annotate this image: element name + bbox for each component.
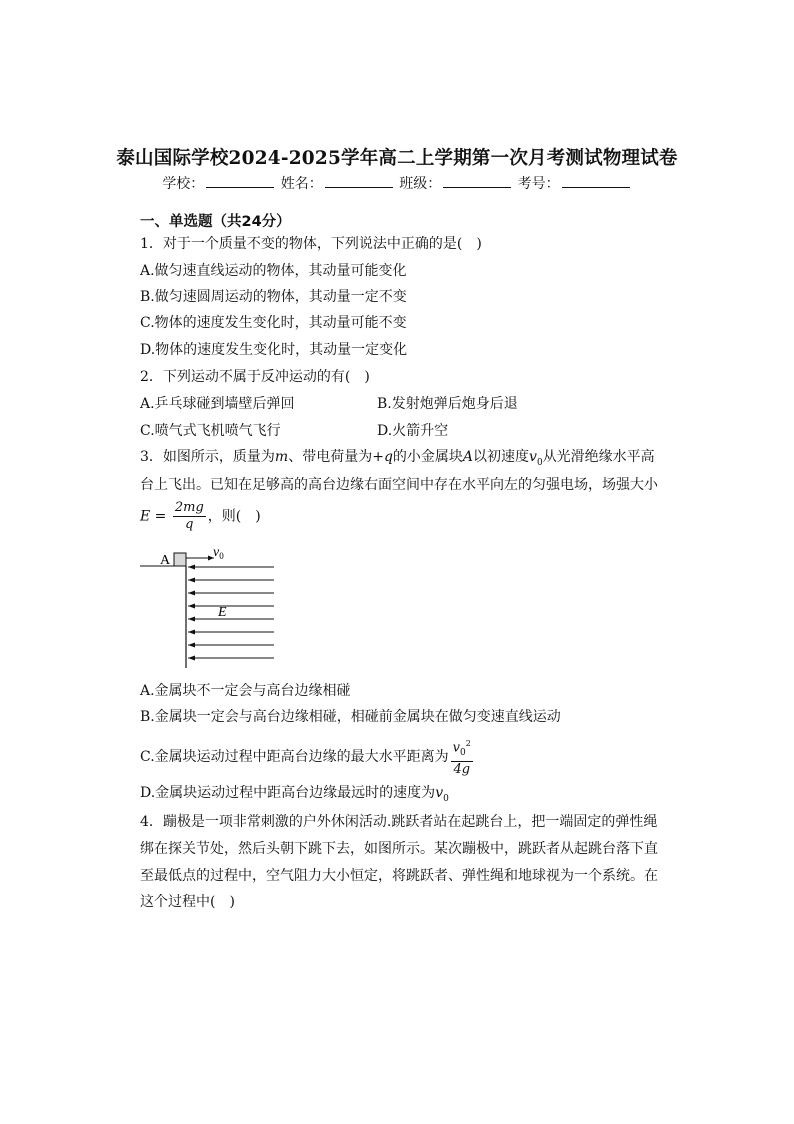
q1-option-c: C.物体的速度发生变化时，其动量可能不变 [140, 315, 407, 331]
q1-option-a: A.做匀速直线运动的物体，其动量可能变化 [140, 263, 407, 279]
q2-option-a: A.乒乓球碰到墙壁后弹回 [140, 396, 295, 412]
q1-stem: 1．对于一个质量不变的物体，下列说法中正确的是( ) [140, 236, 482, 252]
q2-option-d: D.火箭升空 [377, 423, 449, 439]
field-arrowhead [188, 656, 195, 661]
q4-stem-line2: 绑在探关节处，然后头朝下跳下去，如图所示。某次蹦极中，跳跃者从起跳台落下直 [140, 841, 658, 857]
electric-field-figure [140, 546, 280, 670]
field-arrowhead [188, 630, 195, 635]
q4-stem-line3: 至最低点的过程中，空气阻力大小恒定，将跳跃者、弹性绳和地球视为一个系统。在 [140, 868, 658, 884]
class-label: 班级： [399, 176, 442, 192]
label-a: A [160, 553, 171, 568]
q3-option-b: B.金属块一定会与高台边缘相碰，相碰前金属块在做匀变速直线运动 [140, 709, 561, 725]
field-arrowhead [188, 591, 195, 596]
label-v0: $v_0$ [213, 546, 224, 561]
q3-stem-line3: E = $\frac{2mg}{q}$ ，则( ) [140, 500, 261, 532]
q4-stem-line1: 4．蹦极是一项非常刺激的户外休闲活动.跳跃者站在起跳台上，把一端固定的弹性绳 [140, 814, 658, 830]
field-strength-fraction: $\frac{2mg}{q}$ [174, 500, 204, 532]
q1-option-b: B.做匀速圆周运动的物体，其动量一定不变 [140, 289, 407, 305]
q2-option-c: C.喷气式飞机喷气飞行 [140, 423, 281, 439]
student-info-line [0, 173, 794, 193]
exam-no-blank[interactable] [562, 175, 630, 188]
q2-stem: 2．下列运动不属于反冲运动的有( ) [140, 369, 370, 385]
q3-option-c: C.金属块运动过程中距高台边缘的最大水平距离为 $\frac{v_0^2}{4g}$ [140, 736, 475, 778]
q1-option-d: D.物体的速度发生变化时，其动量一定变化 [140, 342, 408, 358]
field-arrowhead [188, 617, 195, 622]
name-label: 姓名： [280, 176, 323, 192]
field-arrowhead [188, 604, 195, 609]
field-lines [188, 565, 274, 661]
class-blank[interactable] [443, 175, 511, 188]
school-label: 学校： [162, 176, 205, 192]
q2-option-b: B.发射炮弹后炮身后退 [377, 396, 518, 412]
q4-stem-line4: 这个过程中( ) [140, 894, 235, 910]
field-arrowhead [188, 643, 195, 648]
name-blank[interactable] [325, 175, 393, 188]
exam-title: 泰山国际学校2024-2025学年高二上学期第一次月考测试物理试卷 [116, 148, 678, 169]
section-title: 一、单选题（共24分） [140, 214, 291, 230]
q3-option-d: D.金属块运动过程中距高台边缘最远时的速度为$v_0$ [140, 785, 449, 804]
field-arrowhead [188, 578, 195, 583]
q3-stem-line2: 台上飞出。已知在足够高的高台边缘右面空间中存在水平向左的匀强电场，场强大小 [140, 477, 658, 493]
metal-block-a [174, 553, 186, 566]
field-arrowhead [188, 565, 195, 570]
exam-no-label: 考号： [517, 176, 560, 192]
q3-stem-line1: 3．如图所示，质量为m、带电荷量为+q的小金属块A以初速度$v_0$从光滑绝缘水平高 [140, 449, 655, 468]
school-blank[interactable] [206, 175, 274, 188]
q3-option-a: A.金属块不一定会与高台边缘相碰 [140, 683, 351, 699]
label-e: E [218, 605, 227, 620]
max-distance-fraction: $\frac{v_0^2}{4g}$ [451, 736, 473, 778]
